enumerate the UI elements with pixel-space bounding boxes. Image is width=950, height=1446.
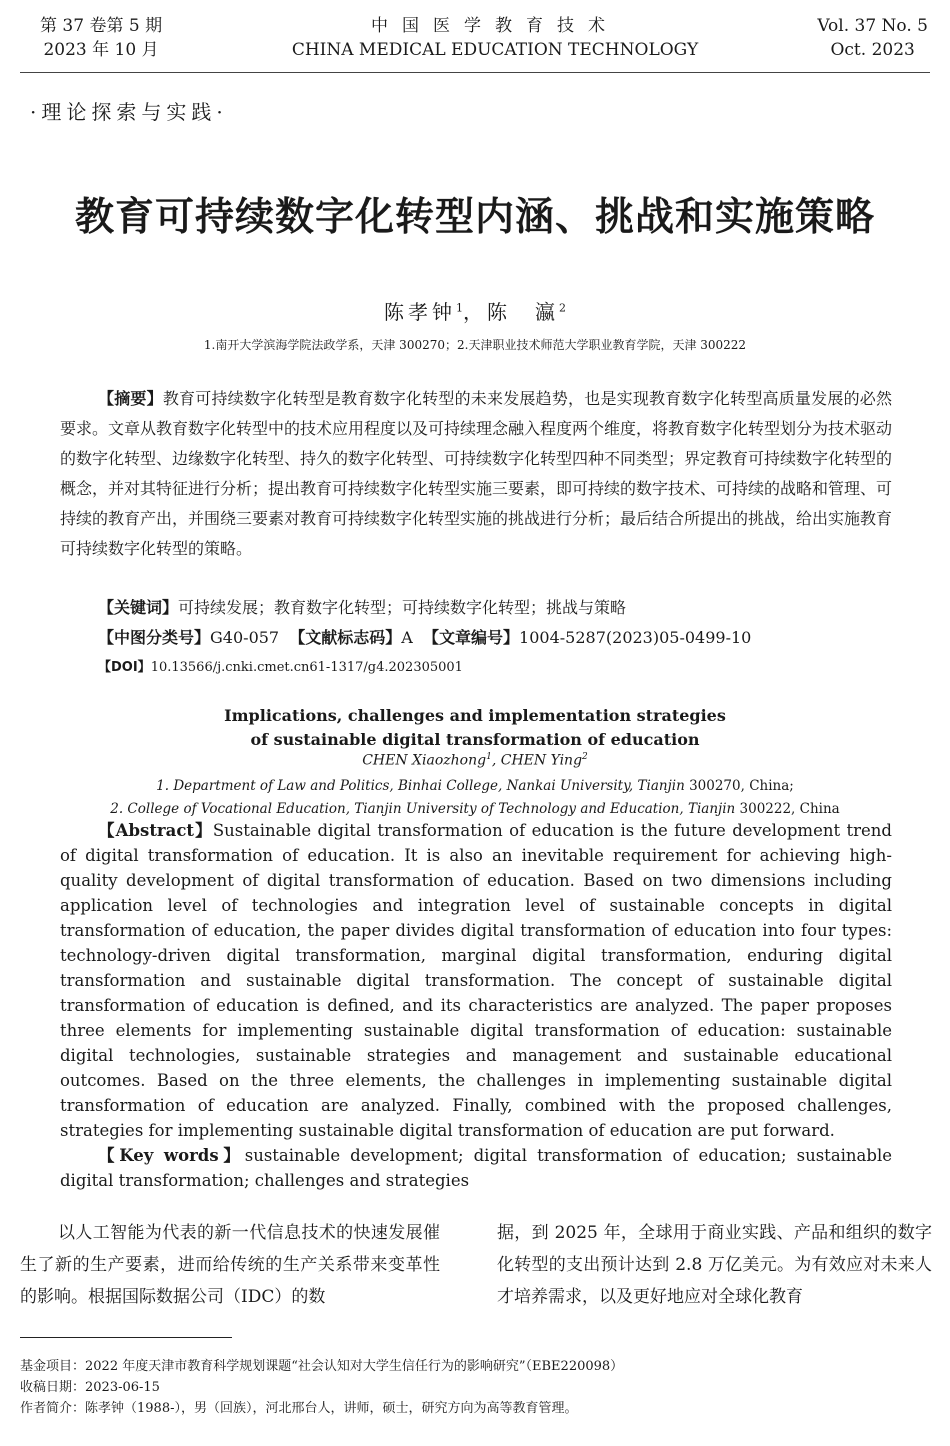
affiliation-en-2-name: 2. College of Vocational Education, Tianjin University of Technology and Education, Tianjin (110, 801, 736, 817)
header-divider (20, 72, 930, 73)
keywords-en-label: 【Key words】 (98, 1146, 245, 1165)
abstract-cn-text: 教育可持续数字化转型是教育数字化转型的未来发展趋势，也是实现教育数字化转型高质量发展的必然要求。文章从教育数字化转型中的技术应用程度以及可持续理念融入程度两个维度，将教育数字化转型划分为技术驱动的数字化转型、边缘数字化转型、持久的数字化转型、可持续数字化转型四种不同类型；界定教育可持续数字化转型的概念，并对其特征进行分析；提出教育可持续数字化转型实施三要素，即可持续的数字技术、可持续的战略和管理、可持续的教育产出，并围绕三要素对教育可持续数字化转型实施的挑战进行分析；最后结合所提出的挑战，给出实施教育可持续数字化转型的策略。 (60, 389, 893, 558)
affiliation-en-1-postcode: 300270, China; (684, 778, 794, 794)
article-no-value: 1004-5287(2023)05-0499-10 (519, 628, 752, 647)
author-1: 陈孝钟 (384, 300, 456, 324)
header-date-cn: 2023 年 10 月 (43, 40, 159, 60)
author-2-affil-mark: 2 (559, 301, 566, 315)
abstract-cn-paragraph (60, 384, 892, 564)
doc-code-value: A (401, 628, 413, 647)
body-column-right: 据，到 2025 年，全球用于商业实践、产品和组织的数字化转型的支出预计达到 2.8 万亿美元。为有效应对未来人才培养需求，以及更好地应对全球化教育 (497, 1223, 932, 1307)
abstract-en-paragraph (60, 818, 892, 1143)
keywords-cn-text: 可持续发展；教育数字化转型；可持续数字化转型；挑战与策略 (178, 598, 627, 617)
section-label: ·理论探索与实践· (30, 100, 228, 124)
affiliation-en-1-name: 1. Department of Law and Politics, Binhai College, Nankai University, Tianjin (156, 778, 685, 794)
affiliations-en (0, 775, 950, 821)
doi-label: 【DOI】 (98, 660, 151, 675)
header-volume-cn: 第 37 卷第 5 期 (40, 16, 163, 36)
footnote-received: 收稿日期：2023-06-15 (20, 1380, 160, 1395)
keywords-en (60, 1143, 892, 1193)
header-journal (240, 14, 750, 62)
abstract-en-text: Sustainable digital transformation of education is the future development trend of digital transformation of education. It is also an inevitable requirement for achieving high-quality development of digital transformation of education. Based on two dimensions including application level of technologies and integration level of sustainable concepts in digital transformation of education, the paper divides digital transformation of education into four types: technology-driven digital transformation, marginal digital transformation, enduring digital transformation and sustainable digital transformation. The concept of sustainable digital transformation of education is defined, and its characteristics are analyzed. The paper proposes three elements for implementing sustainable digital transformation of education: sustainable digital technologies, sustainable strategies and management and sustainable educational outcomes. Based on the three elements, the challenges in implementing sustainable digital transformation of education are analyzed. Finally, combined with the proposed challenges, strategies for implementing sustainable digital transformation of education are put forward. (60, 821, 892, 1140)
author-2-en: CHEN Ying (500, 752, 583, 769)
article-no-label: 【文章编号】 (423, 628, 520, 647)
author-1-en-mark: 1 (486, 752, 492, 762)
author-list (0, 296, 950, 325)
abstract-cn (60, 384, 892, 564)
author-1-affil-mark: 1 (456, 301, 463, 315)
authors-en (0, 752, 950, 769)
affiliation-en-1 (0, 775, 950, 798)
journal-name-cn: 中国医学教育技术 (371, 16, 619, 36)
footnotes (20, 1356, 623, 1419)
keywords-cn (98, 596, 626, 620)
author-1-en: CHEN Xiaozhong (362, 752, 487, 769)
affiliation-en-2-postcode: 300222, China (735, 801, 840, 817)
doi-line (98, 656, 463, 680)
footnote-author-bio: 作者简介：陈孝钟（1988-），男（回族），河北邢台人，讲师，硕士，研究方向为高等教育管理。 (20, 1401, 578, 1416)
keywords-cn-label: 【关键词】 (98, 598, 179, 617)
title-en-line-1: Implications, challenges and implementation strategies (224, 706, 726, 725)
footnote-divider (20, 1337, 232, 1338)
doi-value: 10.13566/j.cnki.cmet.cn61-1317/g4.202305001 (150, 660, 463, 675)
abstract-en (60, 818, 892, 1193)
author-separator: ， (463, 300, 487, 324)
clc-value: G40-057 (210, 628, 280, 647)
affiliations-cn: 1.南开大学滨海学院法政学系，天津 300270；2.天津职业技术师范大学职业教育学院，天津 300222 (203, 338, 747, 352)
body-column-left: 以人工智能为代表的新一代信息技术的快速发展催生了新的生产要素，进而给传统的生产关系带来变革性的影响。根据国际数据公司（IDC）的数 (20, 1223, 440, 1307)
doc-code-label: 【文献标志码】 (289, 628, 402, 647)
abstract-en-label: 【Abstract】 (98, 821, 213, 840)
clc-label: 【中图分类号】 (98, 628, 211, 647)
paper-title: 教育可持续数字化转型内涵、挑战和实施策略 (74, 195, 875, 240)
header-issue (40, 14, 162, 62)
header-volume (817, 14, 928, 62)
title-en-line-2: of sustainable digital transformation of education (250, 730, 700, 749)
title-en (0, 704, 950, 752)
keywords-en-text: sustainable development; digital transformation of education; sustainable digital transformation; challenges and strategies (60, 1146, 892, 1190)
abstract-cn-label: 【摘要】 (98, 389, 163, 408)
author-2: 陈 瀛 (487, 300, 559, 324)
journal-name-en: CHINA MEDICAL EDUCATION TECHNOLOGY (291, 40, 699, 60)
classification-line (98, 626, 751, 650)
author-en-separator: , (491, 752, 501, 769)
footnote-fund: 基金项目：2022 年度天津市教育科学规划课题“社会认知对大学生信任行为的影响研究”（EBE220098） (20, 1359, 624, 1374)
header-volume-en: Vol. 37 No. 5 (817, 16, 928, 36)
header-date-en: Oct. 2023 (830, 40, 915, 60)
author-2-en-mark: 2 (582, 752, 588, 762)
